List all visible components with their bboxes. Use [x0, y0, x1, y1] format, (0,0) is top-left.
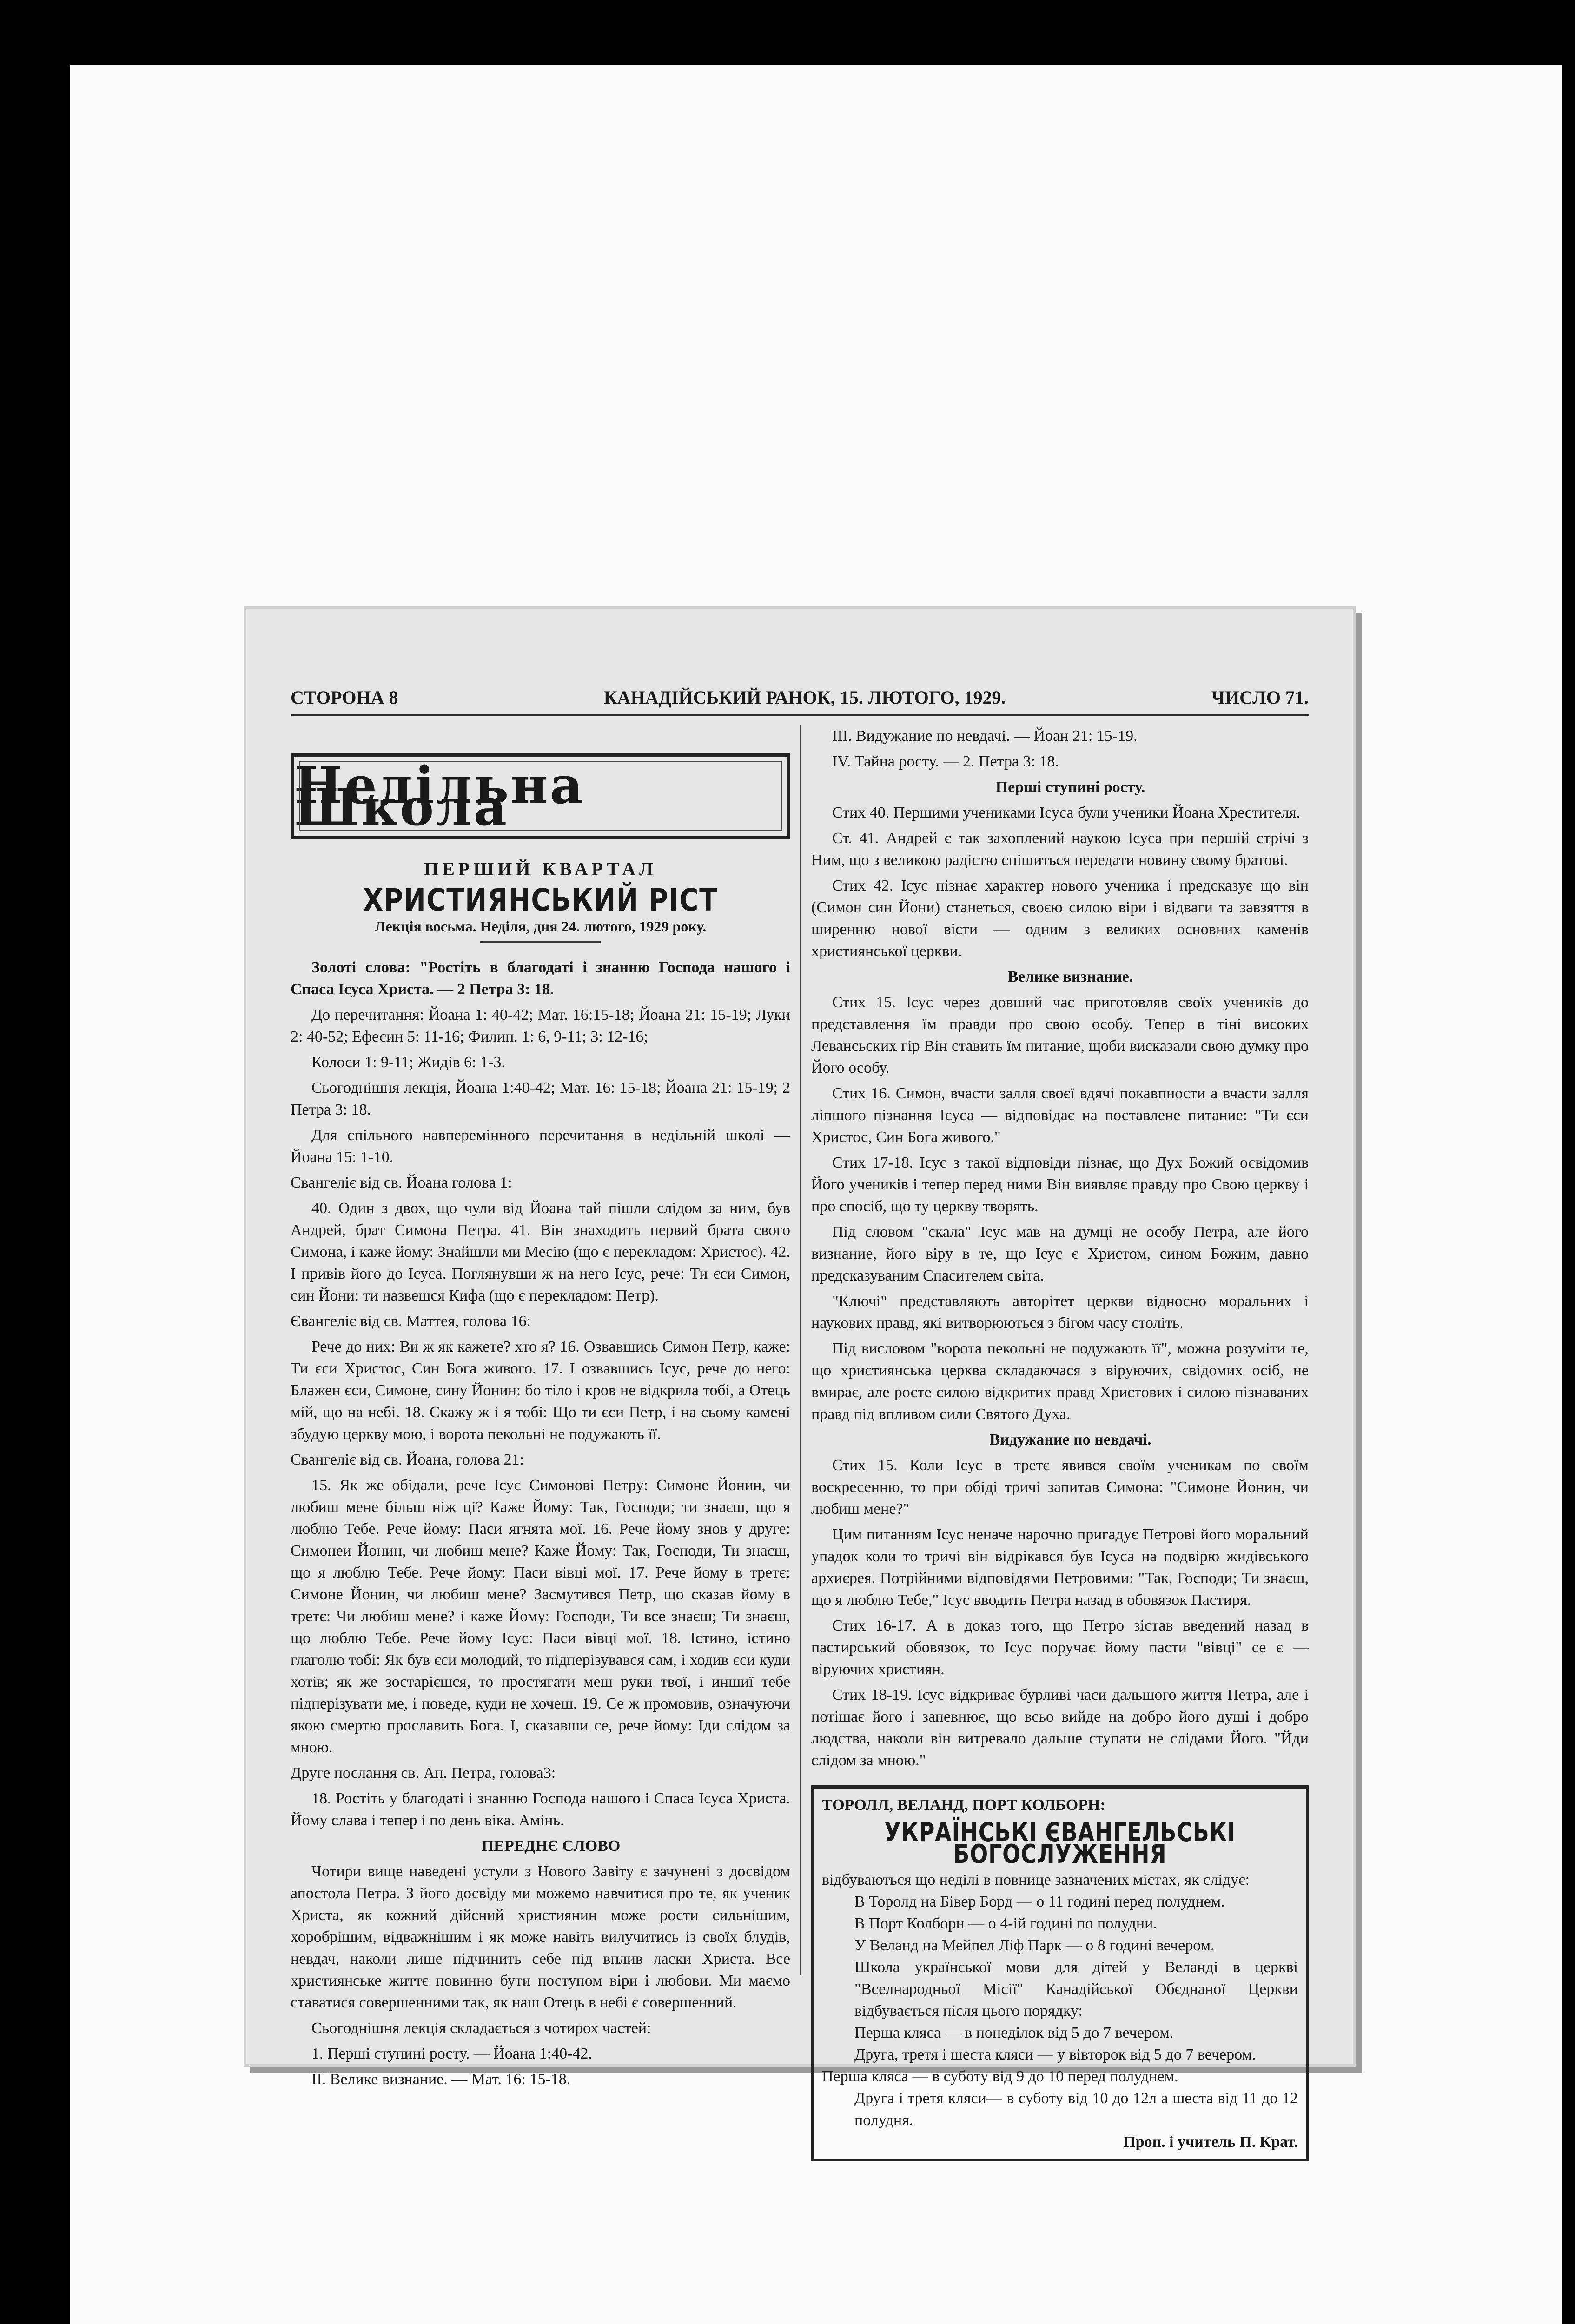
paragraph: Стих 15. Ісус через довший час приготовляв своїх учеників до представлення їм правди про свою особу. Тепер в тіні високих Левансьских гір Він ставить їм питание, щоби висказали свою думку про Його особу.	[811, 994, 1309, 1076]
ad-title: УКРАЇНСЬКІ ЄВАНГЕЛЬСЬКІ БОГОСЛУЖЕННЯ	[884, 1817, 1236, 1869]
newspaper-page	[246, 609, 1353, 2151]
ad-signature: Проп. і учитель П. Крат.	[1123, 2133, 1298, 2151]
paragraph: Під висловом "ворота пекольні не подужають її", можна розуміти те, що християнська церква складаючася з віруючих, свідомих осіб, не вмирає, але росте силою відкритих правд Христових і силою пізнаваних правд під впливом сили Святого Духа.	[811, 1340, 1309, 1423]
paragraph: До перечитання: Йоана 1: 40-42; Мат. 16:15-18; Йоана 21: 15-19; Луки 2: 40-52; Ефесин 5: 11-16; Филип. 1: 6, 9-11; 3: 12-16;	[291, 1006, 790, 1045]
paragraph: Рече до них: Ви ж як кажете? хто я? 16. Озвавшись Симон Петр, каже: Ти єси Христос, Син Бога живого. 17. І озвавшись Ісус, рече до него: Блажен єси, Симоне, сину Йонин: бо тіло і кров не відкрила тобі, а Отець мій, що на небі. 18. Скажу ж і я тобі: Що ти єси Петр, і на сьому камені збудую церкву мою, і ворота пекольні не подужають її.	[291, 1338, 790, 1443]
paragraph: Для спільного навперемінного перечитання в недільній школі — Йоана 15: 1-10.	[291, 1127, 790, 1166]
issue-number: ЧИСЛО 71.	[1211, 687, 1309, 708]
paragraph: Стих 15. Коли Ісус в третє явився своїм ученикам по своїм воскресенню, то при обіді тричі запитав Симона: "Симоне Йонин, чи любиш мене?"	[811, 1457, 1309, 1518]
ad-line: Перша кляса — в понеділок від 5 до 7 вечером.	[854, 2024, 1174, 2041]
section-heading: Велике визнание.	[1007, 968, 1133, 985]
paragraph: Стих 17-18. Ісус з такої відповіди пізнає, що Дух Божий освідомив Його учеників і тепер перед ними Він виявляє правду про Свою церкву і про спосіб, що ту церкву творять.	[811, 1154, 1309, 1215]
lesson-title: ХРИСТИЯНСЬКИЙ РІСТ	[363, 882, 718, 918]
paragraph: Стих 16-17. А в доказ того, що Петро зістав введений назад в пастирський обовязок, то Ісус поручає йому пасти "вівці" се є — віруючих християн.	[811, 1617, 1309, 1678]
masthead-box	[291, 753, 790, 839]
paper-title: КАНАДІЙСЬКИЙ РАНОК, 15. ЛЮТОГО, 1929.	[603, 687, 1006, 708]
section-heading: ПЕРЕДНЄ СЛОВО	[481, 1837, 621, 1855]
paragraph: Стих 42. Ісус пізнає характер нового ученика і предсказує що він (Симон син Йони) станеться, своєю силою віри і відваги та завзяття в ширенню нової вісти — одним з великих основних каменів християнської церкви.	[811, 877, 1309, 960]
masthead: Недільна Школа	[294, 755, 585, 837]
gospel-ref: Євангеліє від св. Йоана, голова 21:	[291, 1451, 524, 1468]
paragraph: Сьогоднішня лекція, Йоана 1:40-42; Мат. 16: 15-18; Йоана 21: 15-19; 2 Петра 3: 18.	[291, 1079, 790, 1118]
gospel-ref: Євангеліє від св. Йоана голова 1:	[291, 1174, 512, 1191]
paragraph: Ст. 41. Андрей є так захоплений наукою Ісуса при першій стрічі з Ним, що з великою радістю спішиться передати новину свому братові.	[811, 830, 1309, 869]
services-advertisement	[811, 1785, 1309, 2161]
paragraph: Сьогоднішня лекція складається з чотирох частей:	[311, 2020, 651, 2037]
left-column	[291, 725, 790, 2094]
page-header	[291, 683, 1309, 711]
ad-line: Друга і третя кляси— в суботу від 10 до 12л а шеста від 11 до 12 полудня.	[854, 2090, 1298, 2129]
lesson-date: Лекція восьма. Неділя, дня 24. лютого, 1929 року.	[374, 918, 707, 935]
quarter-heading: ПЕРШИЙ КВАРТАЛ	[424, 858, 657, 879]
list-item: IV. Тайна росту. — 2. Петра 3: 18.	[832, 753, 1059, 770]
ad-line: Школа української мови для дітей у Веланді в церкві "Вселнародньої Місії" Канадійської Обєднаної Церкви відбувається після цього порядку:	[854, 1959, 1298, 2020]
list-item: ІІІ. Видужание по невдачі. — Йоан 21: 15-19.	[832, 727, 1138, 745]
section-heading: Видужание по невдачі.	[989, 1431, 1151, 1448]
column-divider	[800, 725, 801, 1975]
paragraph: Стих 16. Симон, вчасти залля своєї вдячі покавпности а вчасти залля ліпшого пізнання Ісуса — відповідає на поставлене питание: "Ти єси Христос, Син Бога живого."	[811, 1085, 1309, 1146]
paragraph: Цим питанням Ісус неначе нарочно пригадує Петрові його моральний упадок коли то тричі він відрікався був Ісуса на подвірю жидівського архиєрея. Потрійними відповідями Петровими: "Так, Господи; Ти знаєш, що я люблю Тебе," Ісус вводить Петра назад в обовязок Пастиря.	[811, 1526, 1309, 1609]
ad-line: відбуваються що неділі в повнице зазначених містах, як слідує:	[822, 1871, 1250, 1888]
paragraph: Стих 40. Першими учениками Ісуса були ученики Йоана Хрестителя.	[832, 804, 1301, 821]
paragraph: 40. Один з двох, що чули від Йоана тай пішли слідом за ним, був Андрей, брат Симона Петра. 41. Він знаходить первий брата свого Симона, і каже йому: Знайшли ми Месію (що є перекладом: Христос). 42. І привів його до Ісуса. Поглянувши ж на него Ісус, рече: Ти єси Симон, син Йони: ти назвешся Кифа (що є перекладом: Петр).	[291, 1200, 790, 1304]
section-heading: Перші ступині росту.	[995, 779, 1145, 796]
gospel-ref: Євангеліє від св. Маттея, голова 16:	[291, 1313, 531, 1330]
ad-location: ТОРОЛЛ, ВЕЛАНД, ПОРТ КОЛБОРН:	[822, 1796, 1105, 1814]
header-rule	[291, 714, 1309, 716]
list-item: 1. Перші ступині росту. — Йоана 1:40-42.	[311, 2045, 592, 2062]
paragraph: Колоси 1: 9-11; Жидів 6: 1-3.	[311, 1054, 505, 1071]
paragraph: 18. Ростіть у благодаті і знанню Господа нашого і Спаса Ісуса Христа. Йому слава і тепер і по день віка. Амінь.	[291, 1790, 790, 1829]
paragraph: "Ключі" представляють авторітет церкви відносно моральних і наукових правд, які витворюються з бігом часу століть.	[811, 1293, 1309, 1332]
paragraph: Під словом "скала" Ісус мав на думці не особу Петра, але його визнание, його віру в те, що Ісус є Христом, сином Божим, давно предсказуваним Спасителем світа.	[811, 1223, 1309, 1284]
ad-line: Друга, третя і шеста кляси — у вівторок від 5 до 7 вечером.	[854, 2046, 1256, 2063]
golden-words: Золоті слова: "Ростіть в благодаті і знанню Господа нашого і Спаса Ісуса Христа. — 2 Петра 3: 18.	[291, 959, 790, 998]
title-rule	[480, 941, 601, 943]
paragraph: Чотири вище наведені устули з Нового Завіту є зачунені з досвідом апостола Петра. З його досвіду ми можемо навчитися про те, як ученик Христа, як кожний дійсний християнин може рости сильнішим, хоробрішим, відважнішим і як може навіть вилучитись із своїх блудів, невдач, наколи лише підчинить себе під вплив ласки Христа. Все християнське життє повинно бути поступом віри і любови. Ми маємо ставатися совершенними так, як наш Отець в небі є совершенний.	[291, 1863, 790, 2011]
paragraph: Стих 18-19. Ісус відкриває бурливі часи дальшого життя Петра, але і потішає його і запевнює, що всьо вийде на добро його душі і добро людства, наколи він витревало дальше ступати не слідами Його. "Йди слідом за мною."	[811, 1686, 1309, 1769]
right-column	[811, 725, 1309, 2161]
page-number: СТОРОНА 8	[291, 687, 398, 708]
paragraph: 15. Як же обідали, рече Ісус Симонові Петру: Симоне Йонин, чи любиш мене більш ніж ці? Каже Йому: Так, Господи; ти знаєш, що я люблю Тебе. Рече йому: Паси ягнята мої. 16. Рече йому знов у друге: Симонеи Йонин, чи любиш мене? Каже Йому: Так, Господи, Ти знаєш, що я люблю Тебе. Рече йому: Паси вівці мої. 17. Рече йому в третє: Симоне Йонин, чи любиш мене? Засмутився Петр, що сказав йому в третє: Чи любиш мене? і каже Йому: Господи, Ти все знаєш; Ти знаєш, що люблю Тебе. Рече йому Ісус: Паси вівці мої. 18. Істино, істино глаголю тобі: Як був єси молодий, то підперізувався сам, і ходив єси куди хотів; як же зостарієшся, то простягати меш руки твої, і иншиї тебе підперізувати ме, і поведе, куди не хочеш. 19. Се ж промовив, означуючи якою смертю прославить Бога. І, сказавши се, рече йому: Іди слідом за мною.	[291, 1477, 790, 1756]
ad-line: В Порт Колборн — о 4-ій годині по полудни.	[854, 1915, 1157, 1932]
ad-line: Перша кляса — в суботу від 9 до 10 перед полуднем.	[822, 2068, 1178, 2085]
gospel-ref: Друге послання св. Ап. Петра, голова3:	[291, 1764, 556, 1782]
ad-line: У Веланд на Мейпел Ліф Парк — о 8 годині вечером.	[854, 1937, 1215, 1954]
list-item: ІІ. Велике визнание. — Мат. 16: 15-18.	[311, 2071, 571, 2088]
ad-line: В Торолд на Бівер Борд — о 11 годині перед полуднем.	[854, 1893, 1225, 1910]
